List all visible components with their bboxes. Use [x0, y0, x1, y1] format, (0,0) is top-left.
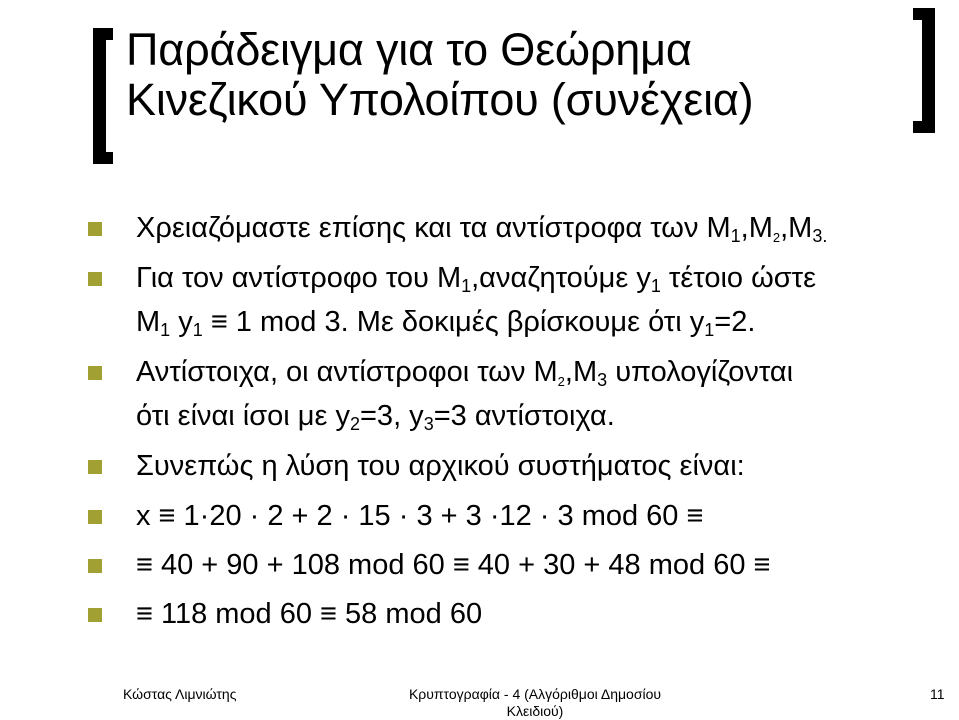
- slide-title-line-2: Κινεζικού Υπολοίπου (συνέχεια): [126, 74, 754, 125]
- bullet-text-continued: ότι είναι ίσοι με $y_2=3$, $y_3=3$ αντίστοιχα.: [136, 400, 615, 434]
- page-number: 11: [930, 686, 945, 702]
- title-bracket-right: [913, 8, 935, 133]
- slide-title-line-1: Παράδειγμα για το Θεώρημα: [126, 24, 692, 75]
- bullet-text: Χρειαζόμαστε επίσης και τα αντίστροφα των $M_1,M_2,M_{3.}$: [136, 212, 828, 246]
- footer-course-line-1: Κρυπτογραφία - 4 (Αλγόριθμοι Δημοσίου: [408, 686, 662, 702]
- slide-title: [126, 25, 753, 125]
- footer-author: Κώστας Λιμνιώτης: [123, 686, 237, 702]
- bullet-marker: [88, 510, 102, 524]
- title-bracket-left: [93, 28, 113, 164]
- bullet-marker: [88, 608, 102, 622]
- bullet-marker: [88, 559, 102, 573]
- footer-course: [380, 686, 690, 720]
- bullet-text: ≡ 40 + 90 + 108 mod 60 ≡ 40 + 30 + 48 mod 60 ≡: [136, 549, 771, 581]
- bullet-marker: [88, 460, 102, 474]
- bullet-text: x ≡ 1·20 · 2 + 2 · 15 · 3 + 3 ·12 · 3 mod 60 ≡: [136, 500, 704, 532]
- bullet-text: ≡ 118 mod 60 ≡ 58 mod 60: [136, 598, 483, 630]
- bullet-text: Συνεπώς η λύση του αρχικού συστήματος είναι:: [136, 450, 745, 482]
- bullet-marker: [88, 366, 102, 380]
- bullet-text: Για τον αντίστροφο του $M_1,\alpha\nu\alpha\zeta\eta\tau oύ\mu\varepsilon$ $y_1$ τέτοιο ώστε: [136, 262, 817, 296]
- bullet-text: Αντίστοιχα, οι αντίστροφοι των $M_2,M_3$ υπολογίζονται: [136, 356, 794, 390]
- footer-course-line-2: Κλειδιού): [506, 703, 564, 719]
- bullet-marker: [88, 222, 102, 236]
- bullet-marker: [88, 272, 102, 286]
- bullet-text-continued: $M_1$ $y_1 \equiv 1$ mod 3. Με δοκιμές βρίσκουμε ότι $y_1=2$.: [136, 306, 756, 340]
